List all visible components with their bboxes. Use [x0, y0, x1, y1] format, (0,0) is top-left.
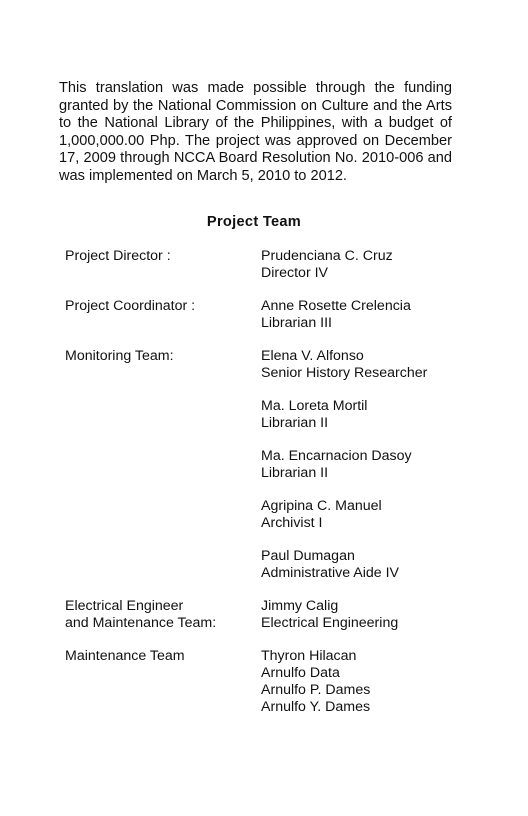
member-list	[261, 598, 465, 632]
team-group-electrical	[65, 598, 465, 632]
role-label: Project Coordinator :	[65, 298, 196, 314]
member-list	[261, 298, 465, 332]
member-name: Ma. Encarnacion Dasoy	[261, 448, 412, 464]
team-group-director	[65, 248, 465, 282]
team-member	[261, 248, 465, 282]
member-list	[261, 648, 465, 716]
role-label: Electrical Engineer and Maintenance Team:	[65, 598, 217, 631]
team-member	[261, 498, 465, 532]
team-member	[261, 448, 465, 482]
member-title: Librarian II	[261, 415, 329, 431]
member-title: Administrative Aide IV	[261, 565, 399, 581]
team-member	[261, 548, 465, 582]
section-title: Project Team	[206, 214, 302, 230]
member-name: Thyron Hilacan	[261, 648, 357, 664]
member-list	[261, 248, 465, 282]
team-group-coordinator	[65, 298, 465, 332]
member-name: Jimmy Calig	[261, 598, 339, 614]
member-title: Director IV	[261, 265, 329, 281]
team-member	[261, 398, 465, 432]
team-member	[261, 298, 465, 332]
member-name: Ma. Loreta Mortil	[261, 398, 368, 414]
member-name: Arnulfo Y. Dames	[261, 699, 371, 715]
member-title: Archivist I	[261, 515, 323, 531]
member-list	[261, 348, 465, 582]
team-member	[261, 348, 465, 382]
funding-paragraph: This translation was made possible through the funding granted by the National Commission on Culture and the Arts to the National Library of the Philippines, with a budget of 1,000,000.00 Php. The project was approved on December 17, 2009 through NCCA Board Resolution No. 2010-006 and was implemented on March 5, 2010 to 2012.	[59, 80, 452, 184]
role-label: Project Director :	[65, 248, 171, 264]
role-label: Maintenance Team	[65, 648, 185, 664]
project-team-list	[65, 248, 465, 732]
member-title: Librarian III	[261, 315, 332, 331]
team-group-monitoring	[65, 348, 465, 582]
member-name: Anne Rosette Crelencia	[261, 298, 411, 314]
member-name: Agripina C. Manuel	[261, 498, 382, 514]
member-title: Electrical Engineering	[261, 615, 399, 631]
member-title: Librarian II	[261, 465, 329, 481]
member-title: Senior History Researcher	[261, 365, 428, 381]
team-group-maintenance	[65, 648, 465, 716]
role-label: Monitoring Team:	[65, 348, 174, 364]
team-member	[261, 598, 465, 632]
member-name: Prudenciana C. Cruz	[261, 248, 393, 264]
member-name: Elena V. Alfonso	[261, 348, 364, 364]
member-name: Arnulfo Data	[261, 665, 340, 681]
member-name: Arnulfo P. Dames	[261, 682, 371, 698]
member-name: Paul Dumagan	[261, 548, 355, 564]
